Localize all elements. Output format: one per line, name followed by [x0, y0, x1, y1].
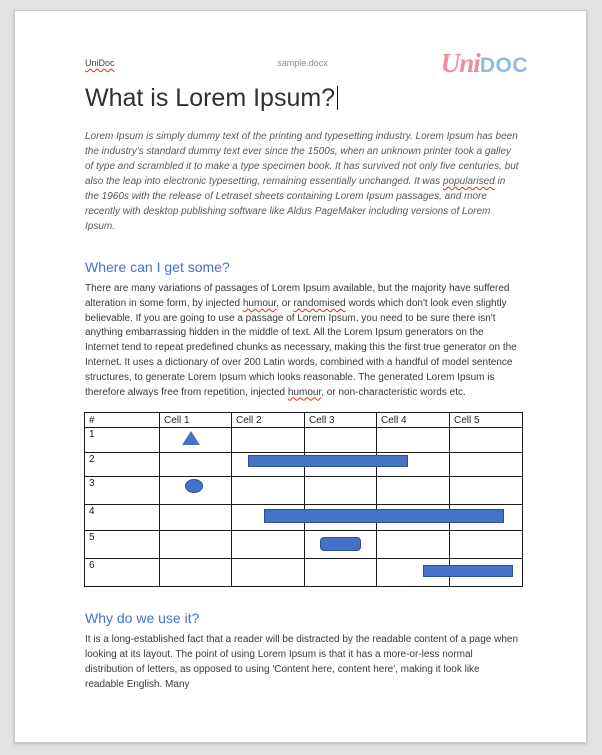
- table-cell[interactable]: [160, 453, 232, 477]
- shape-bar[interactable]: [248, 455, 408, 467]
- shape-bar[interactable]: [423, 565, 513, 577]
- unidoc-logo: [441, 48, 528, 79]
- table-cell[interactable]: [450, 477, 523, 505]
- table-cell[interactable]: [160, 505, 232, 531]
- section-heading-where[interactable]: Where can I get some?: [85, 259, 230, 275]
- table-cell[interactable]: [450, 428, 523, 453]
- table-cell[interactable]: [305, 477, 377, 505]
- column-header[interactable]: Cell 2: [232, 413, 305, 428]
- table-cell[interactable]: [450, 531, 523, 559]
- table-row: [85, 477, 523, 505]
- misspelled-word: popularised: [443, 176, 495, 187]
- table-cell[interactable]: [377, 531, 450, 559]
- section2-paragraph[interactable]: [85, 633, 520, 692]
- paragraph-text: in the 1960s with the release of Letraset sheets containing Lorem Ipsum passages, and more recently with desktop publishing software like Aldus PageMaker including versions of Lorem Ipsum.: [85, 176, 506, 232]
- table-cell[interactable]: [377, 428, 450, 453]
- intro-paragraph[interactable]: [85, 129, 520, 234]
- table-cell[interactable]: [160, 531, 232, 559]
- document-title-text: What is Lorem Ipsum?: [85, 84, 336, 112]
- row-number-cell[interactable]: 4: [85, 505, 160, 531]
- logo-uni-part: Uni: [440, 48, 480, 78]
- row-number-cell[interactable]: 6: [85, 559, 160, 587]
- paragraph-text: It is a long-established fact that a reader will be distracted by the readable content of a page when looking at its layout. The point of using Lorem Ipsum is that it has a more-or-less normal distribution of letters, as opposed to using 'Content here, content here', making it look like readable English. Many: [85, 634, 519, 690]
- content-table: [84, 412, 522, 587]
- column-header[interactable]: Cell 1: [160, 413, 232, 428]
- paragraph-text: , or non-characteristic words etc.: [321, 386, 466, 398]
- document-title[interactable]: [85, 83, 520, 114]
- logo-doc-part: DOC: [479, 54, 528, 77]
- text-caret: [337, 86, 338, 110]
- paragraph-text: There are many variations of passages of Lorem Ipsum available, but the majority have suffered alteration in some form, by injected: [85, 283, 510, 309]
- table-cell[interactable]: [305, 559, 377, 587]
- paragraph-text: , or: [276, 297, 294, 309]
- column-header[interactable]: #: [85, 413, 160, 428]
- section1-paragraph[interactable]: [85, 282, 520, 400]
- page-header: [85, 44, 528, 78]
- table-cell[interactable]: [160, 559, 232, 587]
- table-cell[interactable]: [232, 559, 305, 587]
- running-head-text: UniDoc: [85, 58, 115, 68]
- column-header[interactable]: Cell 5: [450, 413, 523, 428]
- row-number-cell[interactable]: 1: [85, 428, 160, 453]
- table-row: [85, 428, 523, 453]
- section-heading-why[interactable]: Why do we use it?: [85, 610, 200, 627]
- row-number-cell[interactable]: 5: [85, 531, 160, 559]
- table-cell[interactable]: [305, 428, 377, 453]
- row-number-cell[interactable]: 2: [85, 453, 160, 477]
- table-cell[interactable]: [232, 477, 305, 505]
- file-name: sample.docx: [277, 58, 328, 68]
- column-header[interactable]: Cell 3: [305, 413, 377, 428]
- table-row: [85, 531, 523, 559]
- paragraph-text: Lorem Ipsum is simply dummy text of the printing and typesetting industry. Lorem Ipsum has been the industry's standard dummy text ever since the 1500s, when an unknown printer took a galley of type and scrambled it to make a type specimen book. It has survived not only five centuries, but also the leap into electronic typesetting, remaining essentially unchanged. It was: [85, 131, 519, 187]
- shape-bar[interactable]: [264, 509, 504, 523]
- document-page: [14, 10, 587, 743]
- table-header-row: [85, 413, 523, 428]
- shape-rounded-bar[interactable]: [320, 537, 361, 551]
- misspelled-word: humour: [242, 297, 277, 309]
- table-cell[interactable]: [232, 428, 305, 453]
- row-number-cell[interactable]: 3: [85, 477, 160, 505]
- column-header[interactable]: Cell 4: [377, 413, 450, 428]
- table-cell[interactable]: [232, 531, 305, 559]
- table-cell[interactable]: [377, 477, 450, 505]
- table-cell[interactable]: [450, 453, 523, 477]
- paragraph-text: words which don't look even slightly believable. If you are going to use a passage of Lorem Ipsum, you need to be sure there isn't anything embarrassing hidden in the middle of text. All the Lorem Ipsum generators on the Internet tend to repeat predefined chunks as necessary, making this the first true generator on the Internet. It uses a dictionary of over 200 Latin words, combined with a handful of model sentence structures, to generate Lorem Ipsum which looks reasonable. The generated Lorem Ipsum is therefore always free from repetition, injected: [85, 297, 517, 398]
- misspelled-word: randomised: [293, 297, 346, 309]
- shape-triangle[interactable]: [182, 431, 200, 445]
- misspelled-word: humour: [287, 386, 322, 398]
